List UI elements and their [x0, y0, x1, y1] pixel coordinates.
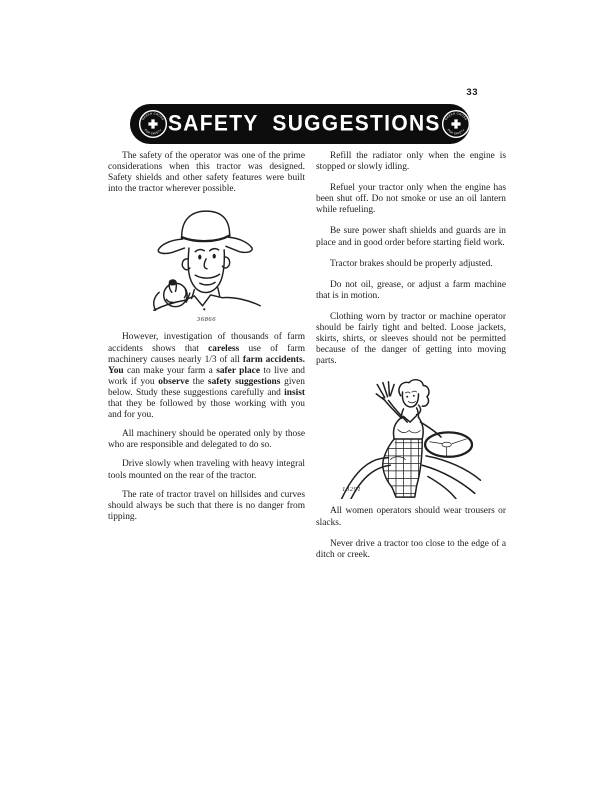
paragraph-refuel: Refuel your tractor only when the engine has been shut off. Do not smoke or use an oil lantern while refueling.	[316, 183, 506, 216]
plaid-trousers	[379, 437, 426, 499]
page-number: 33	[466, 87, 478, 98]
paragraph-women-operators: All women operators should wear trousers or slacks.	[316, 506, 506, 528]
svg-text:FOR SAFETY: FOR SAFETY	[143, 127, 163, 136]
green-cross-for-safety-icon	[138, 109, 168, 139]
svg-text:GREEN CROSS: GREEN CROSS	[140, 111, 166, 122]
steering-wheel	[425, 433, 472, 457]
right-column	[316, 151, 506, 571]
figure-caption: 36866	[196, 316, 217, 324]
paragraph-drive-slowly: Drive slowly when traveling with heavy integral tools mounted on the rear of the tractor.	[108, 459, 305, 481]
woman-driving-tractor-illustration	[327, 377, 495, 499]
man-pointing-illustration	[132, 203, 282, 313]
paragraph-hillsides: The rate of tractor travel on hillsides and curves should always be such that there is no danger from tipping.	[108, 489, 305, 522]
green-cross-for-safety-icon	[441, 109, 471, 139]
paragraph-ditch-or-creek: Never drive a tractor too close to the edge of a ditch or creek.	[316, 538, 506, 560]
two-column-body	[108, 151, 506, 571]
paragraph-clothing: Clothing worn by tractor or machine operator should be fairly tight and belted. Loose jackets, skirts, shirts, or sleeves should not be permitted because of the danger of getting into moving parts.	[316, 311, 506, 367]
waving-arm	[376, 382, 407, 422]
shoulders-and-shirt	[153, 288, 259, 311]
banner-title: SAFETY SUGGESTIONS	[168, 111, 441, 136]
pointing-fist	[153, 280, 189, 311]
paragraph-intro: The safety of the operator was one of the prime considerations when this tractor was designed. Safety shields and other safety features were built into the tractor wherever possible.	[108, 151, 305, 195]
figure-man-pointing	[108, 203, 305, 325]
figure-caption: 18291	[342, 486, 362, 494]
paragraph-radiator: Refill the radiator only when the engine is stopped or slowly idling.	[316, 151, 506, 173]
paragraph-machinery-operators: All machinery should be operated only by those who are responsible and delegated to do so.	[108, 429, 305, 451]
safety-suggestions-banner	[130, 104, 470, 144]
paragraph-power-shaft: Be sure power shaft shields and guards are in place and in good order before starting field work.	[316, 226, 506, 248]
figure-woman-on-tractor	[316, 377, 506, 499]
paragraph-no-oiling-in-motion: Do not oil, grease, or adjust a farm machine that is in motion.	[316, 279, 506, 301]
paragraph-brakes: Tractor brakes should be properly adjusted.	[330, 258, 493, 269]
torso	[394, 408, 441, 443]
hat	[158, 211, 252, 253]
svg-text:FOR SAFETY: FOR SAFETY	[446, 127, 466, 136]
face	[182, 248, 229, 292]
svg-text:GREEN CROSS: GREEN CROSS	[443, 111, 468, 122]
left-column	[108, 151, 305, 571]
paragraph-accidents: However, investigation of thousands of farm accidents shows that careless use of farm machinery causes nearly 1/3 of all farm accidents. You can make your farm a safer place to live and work if you observe the safety suggestions given below. Study these suggestions carefully and insist that they be followed by those working with you and for you.	[108, 332, 305, 421]
